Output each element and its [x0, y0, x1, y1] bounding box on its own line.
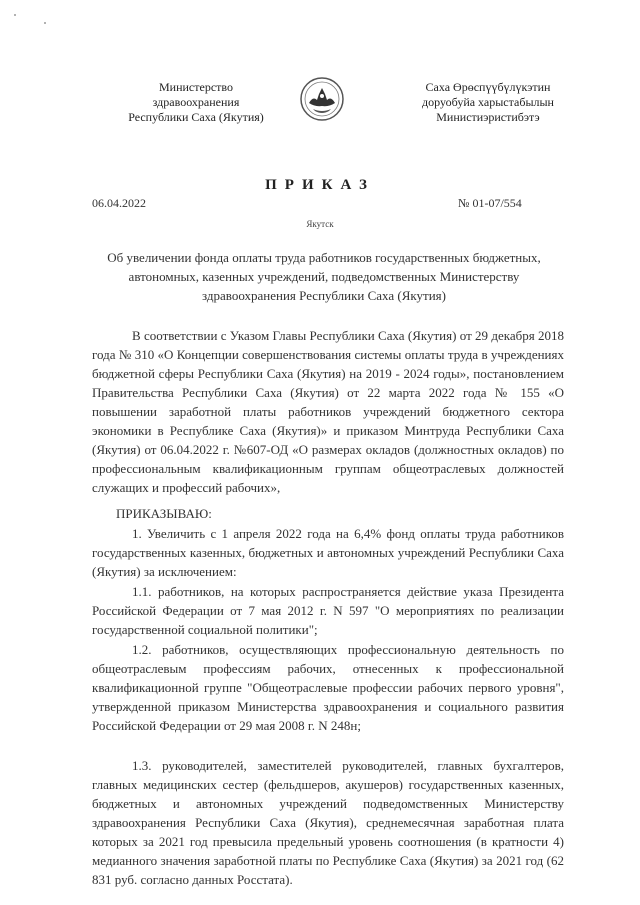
- header-line: Министерство: [159, 80, 233, 94]
- document-city: Якутск: [306, 219, 334, 229]
- order-word: ПРИКАЗЫВАЮ:: [116, 506, 212, 521]
- document-number: № 01-07/554: [458, 196, 522, 210]
- header-line: Министиэристибэтэ: [436, 110, 540, 124]
- header-line: доруобуйа харыстабылын: [422, 95, 554, 109]
- scan-artifact: [44, 22, 46, 24]
- order-subitem-1-1: 1.1. работников, на которых распространяется действие указа Президента Российской Федерации от 7 мая 2012 г. N 597 "О мероприятиях по реализации государственной социальной политики";: [92, 584, 564, 637]
- header-line: Саха Өрөспүүбүлүкэтин: [425, 80, 551, 94]
- ministry-header-yakut: [388, 80, 588, 125]
- order-subitem-1-3: 1.3. руководителей, заместителей руководителей, главных бухгалтеров, главных медицинских сестер (фельдшеров, акушеров) государственных казенных, бюджетных и автономных учреждений подведомственных Министерству здравоохранения Республики Саха (Якутия), среднемесячная заработная плата которых за 2021 год превысила предельный уровень соотношения (в кратности 4) медианного значения заработной платы по Республике Саха (Якутия) за 2021 год (62 831 руб. согласно данных Росстата).: [92, 758, 564, 887]
- header-line: Республики Саха (Якутия): [128, 110, 264, 124]
- coat-of-arms-emblem: [299, 76, 345, 122]
- header-line: здравоохранения: [152, 95, 240, 109]
- order-subitem-1-2: 1.2. работников, осуществляющих профессиональную деятельность по общеотраслевым профессиям рабочих, отнесенных к профессиональной квалификационной группе "Общеотраслевые профессии рабочих первого уровня", утвержденной приказом Министерства здравоохранения и социального развития Российской Федерации от 29 мая 2008 г. N 248н;: [92, 642, 564, 733]
- order-item-1: 1. Увеличить с 1 апреля 2022 года на 6,4% фонд оплаты труда работников государственных казенных, бюджетных и автономных учреждений Республики Саха (Якутия) за исключением:: [92, 526, 564, 579]
- document-date: 06.04.2022: [92, 196, 146, 210]
- preamble-paragraph: В соответствии с Указом Главы Республики Саха (Якутия) от 29 декабря 2018 года № 310 «О Концепции совершенствования системы оплаты труда в учреждениях бюджетной сферы Республики Саха (Якутия) на 2019 - 2024 годы», постановлением Правительства Республики Саха (Якутия) от 22 марта 2022 года № 155 «О повышении заработной платы работников учреждений бюджетного сектора экономики в Республике Саха (Якутия)» и приказом Минтруда Республики Саха (Якутия) от 06.04.2022 г. №607-ОД «О размерах окладов (должностных окладов) по профессиональным квалификационным группам общеотраслевых должностей служащих и профессий рабочих»,: [92, 328, 564, 495]
- ministry-header-russian: [96, 80, 296, 125]
- document-subject: Об увеличении фонда оплаты труда работников государственных бюджетных, автономных, казенных учреждений, подведомственных Министерству здравоохранения Республики Саха (Якутия): [107, 250, 541, 303]
- document-title: ПРИКАЗ: [265, 177, 375, 193]
- scan-artifact: [14, 14, 16, 16]
